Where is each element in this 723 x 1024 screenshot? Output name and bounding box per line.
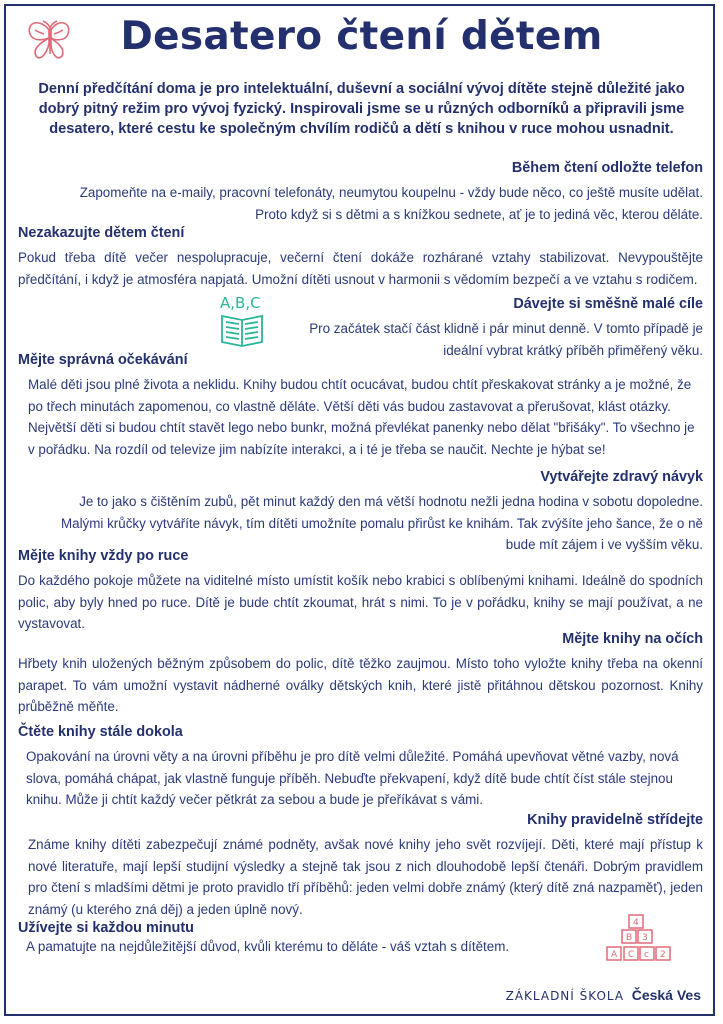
svg-text:A: A [611, 950, 618, 960]
section-7 [18, 631, 703, 718]
intro-text: Denní předčítání doma je pro intelektuální, duševní a sociální vývoj dítěte stejně důležité jako dobrý pitný režim pro vývoj fyzický. Inspirovali jsme se u různých odborníků a připravili jsme desatero, které cestu ke společným chvílím rodičů a dětí s knihou v ruce mohou usnadnit. [38, 81, 685, 137]
section-4 [18, 352, 703, 460]
section-text: Opakování na úrovni věty a na úrovni příběhu je pro dítě velmi důležité. Pomáhá upevňovat větné vazby, nová slova, pomáhá chápat, jak vlastně funguje příběh. Nebuďte překvapení, když dítě bude chtít číst stále stejnou knihu. Může ji chtít každý večer pětkrát za sebou a bude je přeříkávat s vámi. [26, 749, 679, 807]
section-5 [18, 469, 703, 556]
svg-text:3: 3 [642, 933, 648, 943]
section-text: Pokud třeba dítě večer nespolupracuje, večerní čtení dokáže rozhárané vztahy stabilizovat. Nevypouštějte předčítání, i když je atmosféra napjatá. Umožní dítěti usnout v harmonii s vědomím bezpečí a ve vztahu s rodičem. [18, 250, 703, 287]
section-9 [18, 812, 703, 920]
svg-text:C: C [628, 950, 635, 960]
section-10 [18, 920, 703, 958]
section-text: A pamatujte na nejdůležitější důvod, kvůli kterému to děláte - váš vztah s dítětem. [26, 939, 510, 954]
footer-school: ZÁKLADNÍ ŠKOLA [505, 989, 625, 1003]
svg-text:4: 4 [633, 918, 639, 928]
section-text: Do každého pokoje můžete na viditelné místo umístit košík nebo krabici s oblíbenými knihami. Ideálně do spodních polic, aby byly hned po ruce. Dítě je bude chtít zkoumat, hrát s nimi. To je v pořádku, knihy se mají používat, a ne vystavovat. [18, 573, 703, 631]
letter-blocks-icon [603, 912, 675, 964]
section-text: Zapomeňte na e-maily, pracovní telefonáty, neumytou koupelnu - vždy bude něco, co ještě musíte udělat. Proto když si s dětmi a s knížkou sednete, ať je to jediná věc, kterou děláte. [79, 185, 703, 222]
svg-text:c: c [644, 950, 649, 960]
section-heading: Během čtení odložte telefon [511, 160, 703, 176]
svg-text:A,B,C: A,B,C [220, 294, 261, 312]
section-heading: Čtěte knihy stále dokola [18, 724, 183, 740]
section-text: Pro začátek stačí část klidně i pár minut denně. V tomto případě je ideální vybrat krátký příběh přiměřený věku. [309, 321, 703, 358]
section-text: Hřbety knih uložených běžným způsobem do polic, dítě těžko zaujmou. Místo toho vyložte knihy třeba na okenní parapet. To vám umožní vystavit nádherné oválky dětských knih, které jistě přitáhnou dětskou pozornost. Knihy průběžně měňte. [18, 656, 703, 714]
section-text: Je to jako s čištěním zubů, pět minut každý den má větší hodnotu nežli jedna hodina v sobotu dopoledne. Malými krůčky vytváříte návyk, tím dítěti umožníte pomalu přirůst ke knihám. Tak zvýšíte jeho šance, že o ně bude mít zájem i ve vyšším věku. [60, 494, 703, 552]
section-heading: Dávejte si směšně malé cíle [513, 296, 703, 312]
section-text: Známe knihy dítěti zabezpečují známé podněty, avšak nové knihy jeho svět rozvíjejí. Děti, které mají přístup k nové literatuře, mají lepší studijní výsledky a stejně tak jsou z nich dlouhodobě lepší čtenáři. Dobrým pravidlem pro čtení s mladšími dětmi je proto pravidlo tří příběhů: jeden velmi dobře známý (který dítě zná nazpaměť), jeden známý (u kterého zná děj) a jeden úplně nový. [28, 837, 703, 917]
section-2 [18, 225, 703, 290]
section-heading: Mějte knihy na očích [562, 631, 703, 647]
svg-text:B: B [626, 933, 633, 943]
svg-text:2: 2 [660, 950, 666, 960]
school-footer [506, 987, 701, 1003]
section-heading: Užívejte si každou minutu [18, 920, 194, 936]
footer-town: Česká Ves [631, 987, 701, 1003]
section-text: Malé děti jsou plné života a neklidu. Knihy budou chtít ocucávat, budou chtít přeskakovat stránky a je možné, že po třech minutách zapomenou, co vlastně děláte. Větší děti vás budou zastavovat a přerušovat, klást otázky. Největší děti si budou chtít stavět lego nebo bunkr, možná převlékat panenky nebo dělat "břišáky". To všechno je v pořádku. Na rozdíl od televize jim nabízíte interakci, a i té je třeba se naučit. Nechte je hýbat se! [28, 377, 695, 457]
section-heading: Knihy pravidelně střídejte [527, 812, 703, 828]
section-8 [18, 724, 703, 811]
section-6 [18, 548, 703, 635]
section-1 [18, 160, 703, 225]
page-title: Desatero čtení dětem [120, 14, 603, 59]
section-heading: Mějte knihy vždy po ruce [18, 548, 189, 564]
section-heading: Nezakazujte dětem čtení [18, 225, 185, 241]
section-heading: Vytvářejte zdravý návyk [540, 469, 703, 485]
section-heading: Mějte správná očekávání [18, 352, 188, 368]
